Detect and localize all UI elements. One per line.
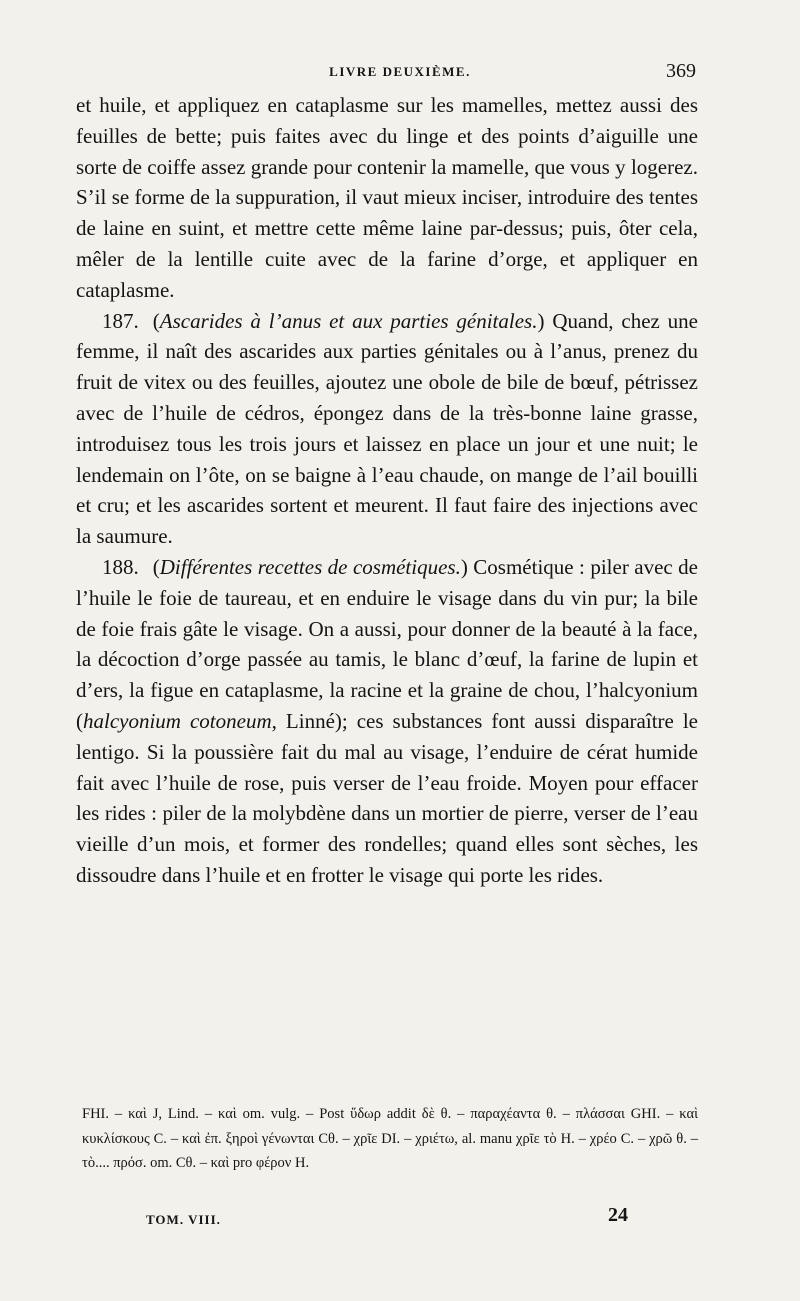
paragraph-title: Différentes recettes de cosmétiques. xyxy=(159,554,461,579)
footnote-text: FHI. – καὶ J, Lind. – καὶ om. vulg. – Post ὕδωρ addit δὲ θ. – παραχέαντα θ. – πλάσσαι GHI. – καὶ κυκλίσκους C. – καὶ ἐπ. ξηροὶ γένωνται Cθ. – χρῖε DI. – χριέτω, al. manu χρῖε τὸ H. – χρέο C. – χρῶ θ. – τὸ.... πρόσ. om. Cθ. – καὶ pro φέρον H. xyxy=(82,1106,698,1171)
page-number: 369 xyxy=(666,60,696,82)
paragraph-continuation: et huile, et appliquez en cataplasme sur les mamelles, mettez aussi des feuilles de bette; puis faites avec du linge et des points d’aiguille une sorte de coiffe assez grande pour contenir la mamelle, que vous y logerez. S’il se forme de la suppuration, il vaut mieux inciser, introduire des tentes de laine en suint, et mettre cette même laine par-dessus; puis, ôter cela, mêler de la lentille cuite avec de la farine d’orge, et appliquer en cataplasme. xyxy=(76,93,698,302)
sheet-number: 24 xyxy=(608,1204,628,1226)
main-text xyxy=(76,90,698,891)
paragraph-body: Quand, chez une femme, il naît des ascarides aux parties génitales ou à l’anus, prenez du fruit de vitex ou des feuilles, ajoutez une obole de bile de bœuf, pétrissez avec de l’huile de cédros, épongez dans de la très-bonne laine grasse, introduisez tous les trois jours et laissez en place un jour et une nuit; le lendemain on l’ôte, on se baigne à l’eau chaude, on mange de l’ail bouilli et cru; et les ascarides sortent et meurent. Il faut faire des injections avec la saumure. xyxy=(76,308,699,549)
page-header xyxy=(0,62,800,86)
paragraph-body-cont: , Linné); ces substances font aussi disparaître le lentigo. Si la poussière fait du mal au visage, l’enduire de cérat humide fait avec l’huile de rose, puis verser de l’eau froide. Moyen pour effacer les rides : piler de la molybdène dans un mortier de pierre, verser de l’eau vieille d’un mois, et former des rondelles; quand elles sont sèches, les dissoudre dans l’huile et en frotter le visage qui porte les rides. xyxy=(76,708,699,887)
paragraph-number: 188. xyxy=(102,554,139,579)
volume-mark: TOM. VIII. xyxy=(146,1212,221,1227)
critical-apparatus xyxy=(82,1102,698,1176)
paragraph-187: 187. (Ascarides à l’anus et aux parties génitales.) Quand, chez une femme, il naît des ascarides aux parties génitales ou à l’anus, prenez du fruit de vitex ou des feuilles, ajoutez une obole de bile de bœuf, pétrissez avec de l’huile de cédros, épongez dans de la très-bonne laine grasse, introduisez tous les trois jours et laissez en place un jour et une nuit; le lendemain on l’ôte, on se baigne à l’eau chaude, on mange de l’ail bouilli et cru; et les ascarides sortent et meurent. Il faut faire des injections avec la saumure. xyxy=(76,308,699,549)
paragraph-title: Ascarides à l’anus et aux parties génitales. xyxy=(159,308,538,333)
running-head: LIVRE DEUXIÈME. xyxy=(329,64,471,79)
paragraph-body: Cosmétique : piler avec de l’huile le foie de taureau, et en enduire le visage dans du vin pur; la bile de foie frais gâte le visage. On a aussi, pour donner de la beauté à la face, la décoction d’orge passée au tamis, le blanc d’œuf, la farine de lupin et d’ers, la figue en cataplasme, la racine et la graine de chou, l’halcyonium xyxy=(76,554,698,703)
paragraph-188: 188. (Différentes recettes de cosmétiques.) Cosmétique : piler avec de l’huile le foie de taureau, et en enduire le visage dans du vin pur; la bile de foie frais gâte le visage. On a aussi, pour donner de la beauté à la face, la décoction d’orge passée au tamis, le blanc d’œuf, la farine de lupin et d’ers, la figue en cataplasme, la racine et la graine de chou, l’halcyonium (halcyonium cotoneum, Linné); ces substances font aussi disparaître le lentigo. Si la poussière fait du mal au visage, l’enduire de cérat humide fait avec l’huile de rose, puis verser de l’eau froide. Moyen pour effacer les rides : piler de la molybdène dans un mortier de pierre, verser de l’eau vieille d’un mois, et former des rondelles; quand elles sont sèches, les dissoudre dans l’huile et en frotter le visage qui porte les rides. xyxy=(76,554,699,887)
signature-line xyxy=(0,1204,800,1234)
paragraph-number: 187. xyxy=(102,308,139,333)
latin-name: halcyonium cotoneum xyxy=(83,708,272,733)
